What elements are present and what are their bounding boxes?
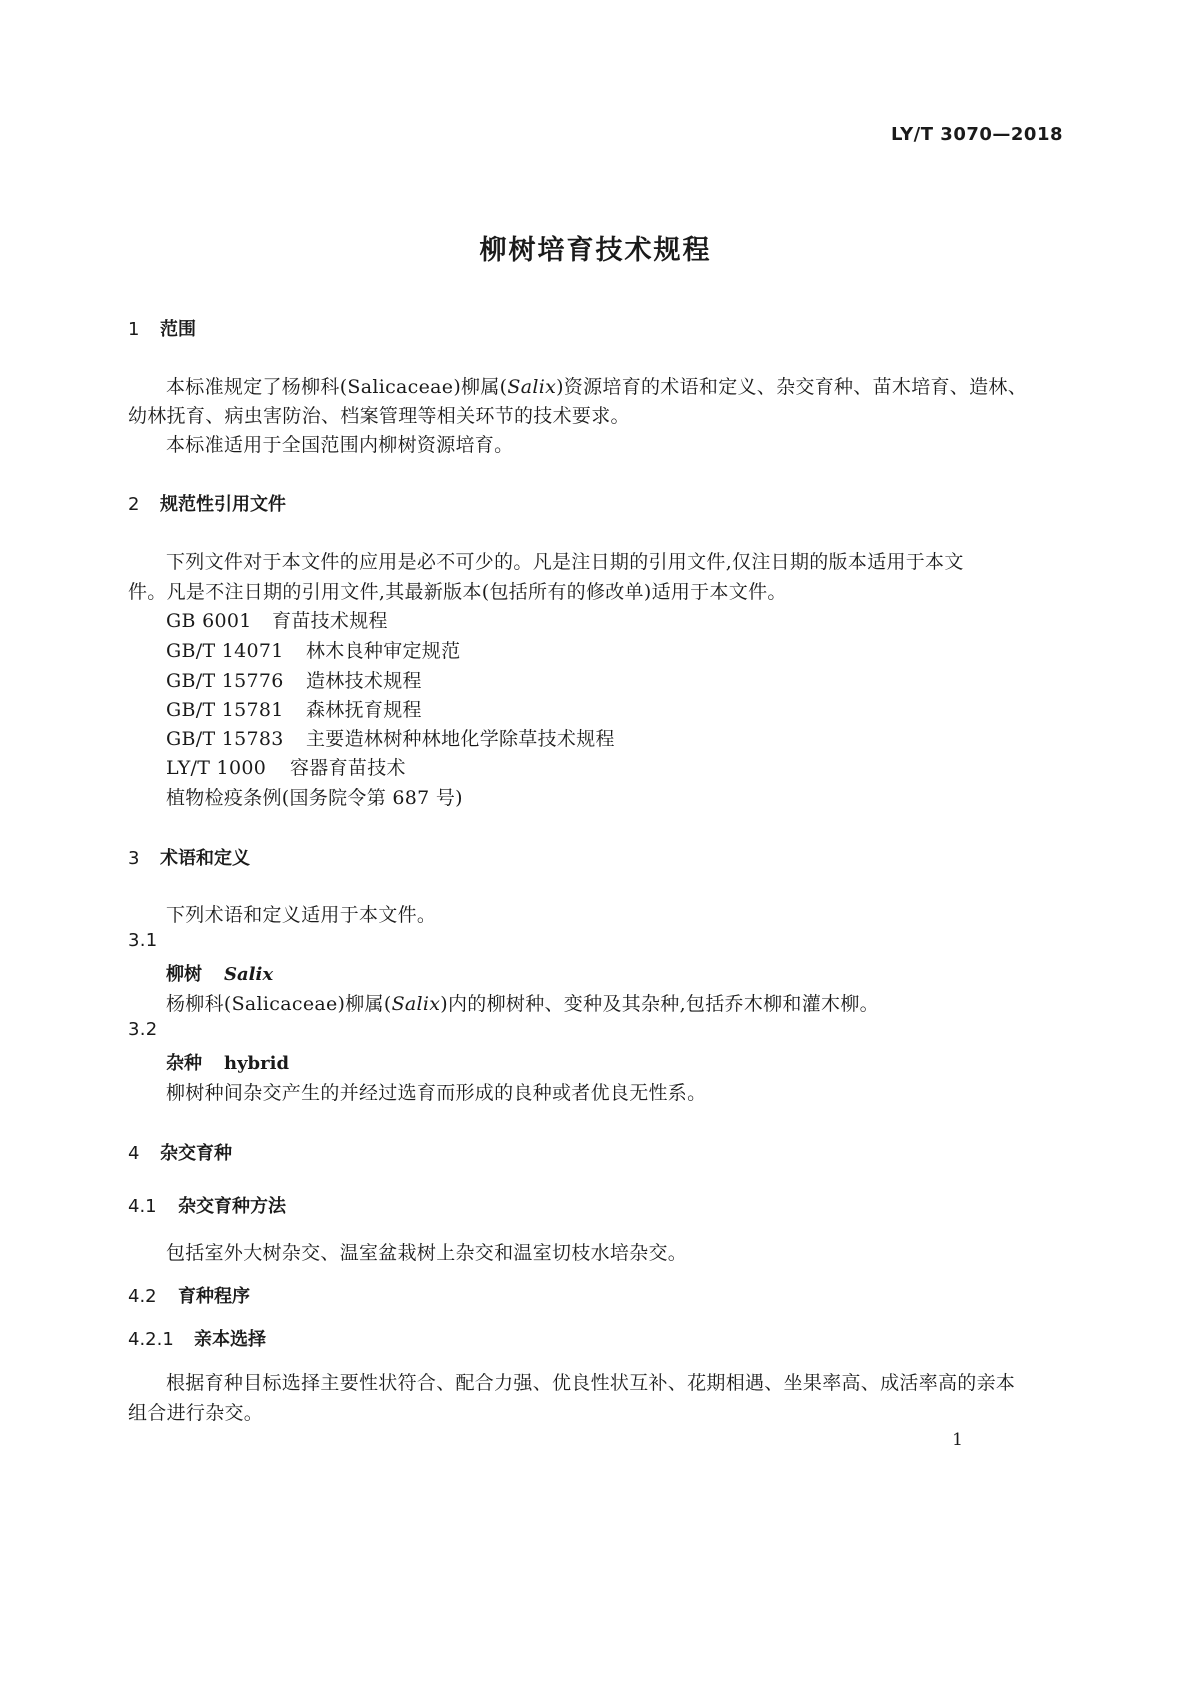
section-number: 2 (128, 494, 140, 515)
reference-item (166, 695, 422, 722)
term-chinese: 柳树 (166, 964, 202, 985)
section-1-paragraph-1-line-2: 幼林抚育、病虫害防治、档案管理等相关环节的技术要求。 (128, 405, 630, 427)
subsection-4-2-heading (128, 1282, 250, 1308)
subsection-4-1-text: 包括室外大树杂交、温室盆栽树上杂交和温室切枝水培杂交。 (166, 1242, 688, 1264)
term-english: hybrid (224, 1053, 290, 1074)
subsection-4-2-1-line-2: 组合进行杂交。 (128, 1402, 264, 1424)
section-title: 杂交育种 (160, 1143, 232, 1164)
section-4-heading (128, 1139, 232, 1165)
reference-item (166, 606, 388, 633)
subsection-4-1-heading (128, 1192, 286, 1218)
section-number: 1 (128, 319, 140, 340)
reference-item (166, 666, 422, 693)
reference-item (166, 636, 460, 663)
term-heading (166, 960, 273, 986)
section-number: 4 (128, 1143, 140, 1164)
reference-code: GB 6001 (166, 610, 252, 632)
reference-item (166, 724, 615, 751)
section-title: 亲本选择 (194, 1329, 266, 1350)
section-3-heading (128, 844, 250, 870)
reference-name: 容器育苗技术 (290, 757, 406, 779)
section-3-intro: 下列术语和定义适用于本文件。 (166, 904, 437, 926)
section-1-heading (128, 315, 196, 341)
text-run: 杨柳科(Salicaceae)柳属( (166, 993, 392, 1015)
reference-name: 育苗技术规程 (272, 610, 388, 632)
section-title: 术语和定义 (160, 848, 250, 869)
section-2-paragraph-line-1: 下列文件对于本文件的应用是必不可少的。凡是注日期的引用文件,仅注日期的版本适用于本文 (166, 551, 964, 573)
term-english: Salix (224, 964, 274, 985)
term-number: 3.1 (128, 930, 158, 951)
subsection-4-2-1-heading (128, 1325, 266, 1351)
section-title: 规范性引用文件 (160, 494, 286, 515)
term-number: 3.2 (128, 1019, 158, 1040)
subsection-4-2-1-line-1: 根据育种目标选择主要性状符合、配合力强、优良性状互补、花期相遇、坐果率高、成活率高的亲本 (166, 1372, 1016, 1394)
section-title: 范围 (160, 319, 196, 340)
italic-genus: Salix (507, 376, 557, 398)
reference-name: 主要造林树种林地化学除草技术规程 (306, 728, 615, 750)
section-number: 4.2 (128, 1286, 157, 1307)
text-run: )内的柳树种、变种及其杂种,包括乔木柳和灌木柳。 (440, 993, 879, 1015)
page-number: 1 (952, 1430, 963, 1450)
reference-name: 森林抚育规程 (306, 699, 422, 721)
reference-code: GB/T 15776 (166, 670, 284, 692)
reference-code: GB/T 15783 (166, 728, 284, 750)
section-2-paragraph-line-2: 件。凡是不注日期的引用文件,其最新版本(包括所有的修改单)适用于本文件。 (128, 581, 787, 603)
text-run: 本标准规定了杨柳科(Salicaceae)柳属( (166, 376, 508, 398)
section-2-heading (128, 490, 286, 516)
reference-code: GB/T 14071 (166, 640, 284, 662)
term-definition: 柳树种间杂交产生的并经过选育而形成的良种或者优良无性系。 (166, 1082, 707, 1104)
section-number: 4.1 (128, 1196, 157, 1217)
reference-name: 林木良种审定规范 (306, 640, 461, 662)
section-title: 育种程序 (178, 1286, 250, 1307)
section-1-paragraph-2: 本标准适用于全国范围内柳树资源培育。 (166, 434, 514, 456)
term-heading (166, 1049, 289, 1075)
reference-item: 植物检疫条例(国务院令第 687 号) (166, 787, 463, 809)
document-number: LY/T 3070—2018 (890, 124, 1063, 145)
page-title: 柳树培育技术规程 (479, 235, 712, 266)
section-title: 杂交育种方法 (178, 1196, 286, 1217)
reference-name: 造林技术规程 (306, 670, 422, 692)
italic-genus: Salix (391, 993, 441, 1015)
section-number: 4.2.1 (128, 1329, 174, 1350)
section-1-paragraph-1-line-1 (166, 372, 1027, 399)
section-number: 3 (128, 848, 140, 869)
reference-item (166, 753, 406, 780)
reference-code: LY/T 1000 (166, 757, 267, 779)
term-definition (166, 989, 879, 1016)
text-run: )资源培育的术语和定义、杂交育种、苗木培育、造林、 (556, 376, 1028, 398)
reference-code: GB/T 15781 (166, 699, 284, 721)
term-chinese: 杂种 (166, 1053, 202, 1074)
